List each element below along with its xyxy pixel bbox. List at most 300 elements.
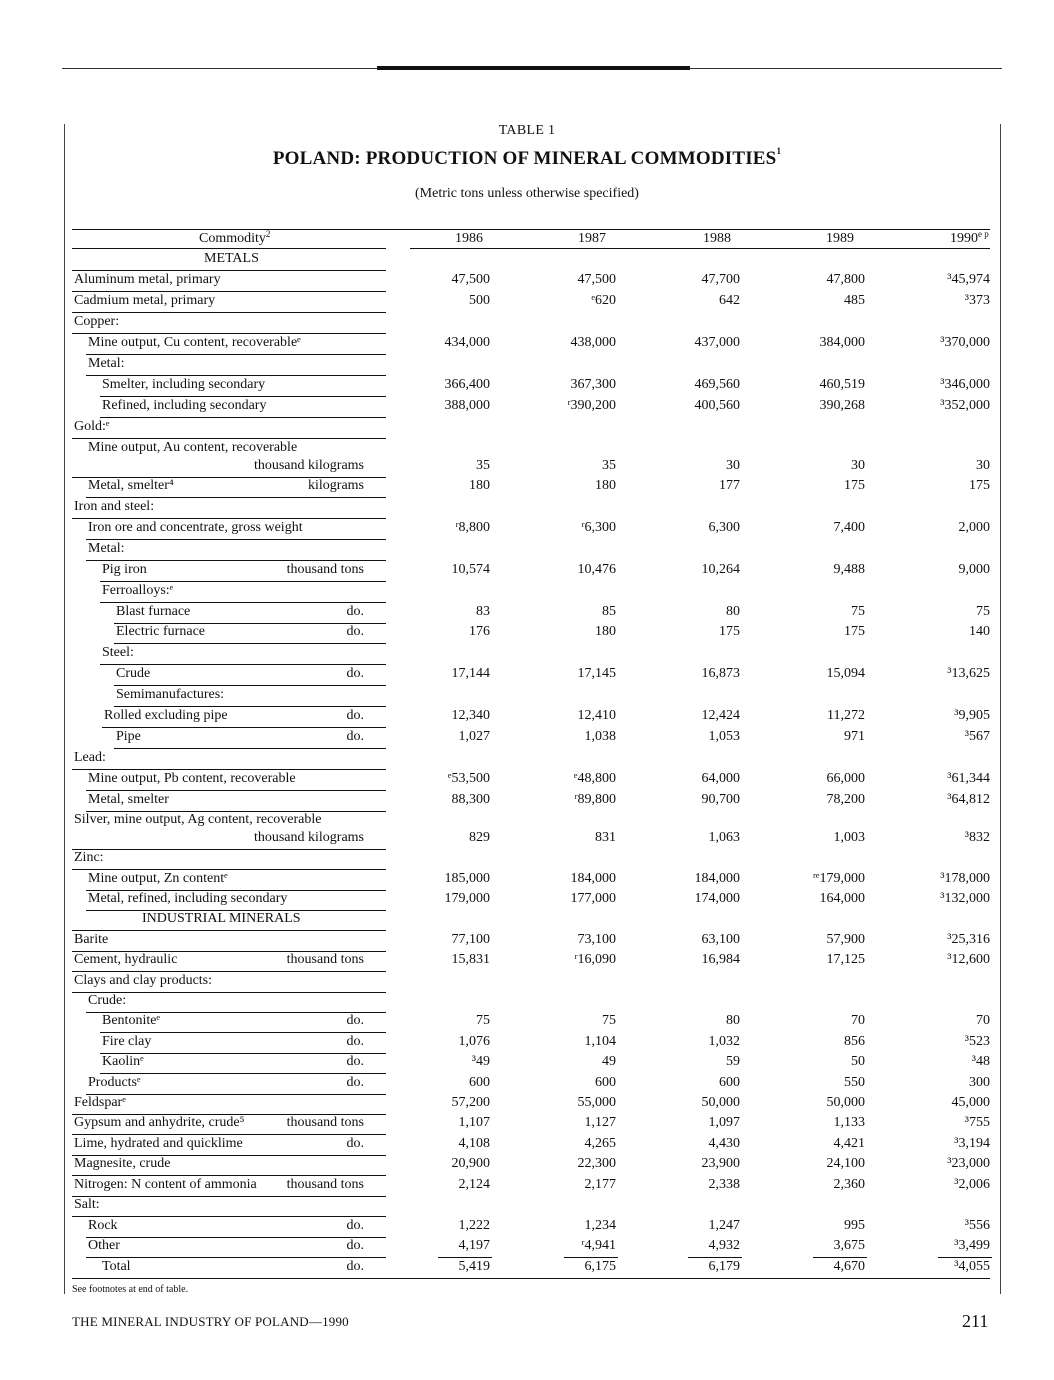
cell-1990: ³523 [964,1034,990,1049]
cell-1989: 384,000 [819,335,865,350]
cell-1990: ³3,499 [954,1238,990,1253]
table-row [72,1156,992,1176]
row-label: Feldsparᵉ [74,1095,126,1110]
table-row [72,1218,992,1238]
table-row [72,356,992,376]
table-row [72,1054,992,1074]
row-label: Semimanufactures: [116,687,225,702]
row-label: Metal, smelter⁴ [88,478,174,493]
cell-1986: 176 [469,624,490,639]
cell-1988: 177 [719,478,740,493]
row-label: Silver, mine output, Ag content, recoverable [74,812,322,827]
table-row [72,729,992,749]
row-unit: thousand kilograms [253,458,364,473]
table-row [72,293,992,313]
cell-1990: 140 [969,624,990,639]
cell-1989: 995 [844,1218,865,1233]
right-margin-rule [1000,124,1001,1294]
row-label: Mine output, Zn contentᵉ [88,871,228,886]
header-year-1987: 1987 [578,231,606,246]
cell-1990: ³3,194 [954,1136,990,1151]
cell-1986: ᵉ53,500 [447,771,490,786]
cell-1989: 856 [844,1034,865,1049]
row-label: Ferroalloys:ᵉ [102,583,174,598]
row-rule [72,438,386,439]
cell-1989: 1,133 [833,1115,865,1130]
section-heading [72,911,992,931]
table-label: TABLE 1 [498,123,556,138]
cell-1987: 180 [595,478,616,493]
cell-1988: 80 [726,604,740,619]
footnote-reference: See footnotes at end of table. [72,1284,189,1295]
row-rule [100,1032,386,1033]
row-label: Other [88,1238,120,1253]
row-label: Iron and steel: [74,499,155,514]
row-label: Cadmium metal, primary [74,293,216,308]
cell-1988: 59 [726,1054,740,1069]
table-row [72,1013,992,1033]
table-row [72,1259,992,1279]
cell-1986: 500 [469,293,490,308]
cell-1988: 16,873 [701,666,740,681]
cell-1990: ³4,055 [954,1259,990,1274]
cell-1988: 1,063 [708,830,740,845]
table-row [72,1238,992,1258]
cell-1986: 179,000 [444,891,490,906]
cell-1989: 75 [851,604,865,619]
row-rule [72,769,386,770]
cell-1990: ³25,316 [947,932,990,947]
cell-1986: ³49 [471,1054,490,1069]
cell-1987: 177,000 [570,891,616,906]
row-rule [114,748,386,749]
row-label: Rock [88,1218,118,1233]
table-row [72,973,992,993]
cell-1986: 12,340 [451,708,490,723]
row-unit: thousand kilograms [253,830,364,845]
table-row [72,952,992,972]
table-row [72,993,992,1013]
row-unit: do. [346,1013,364,1028]
row-label: Metal: [88,356,125,371]
header-commodity-text: Commodity [199,231,266,246]
row-label: Metal: [88,541,125,556]
row-label: Lead: [74,750,106,765]
cell-1987: 85 [602,604,616,619]
cell-1988: 47,700 [701,272,740,287]
table-row [72,1095,992,1115]
row-label: Electric furnace [116,624,205,639]
cell-1989: 3,675 [833,1238,865,1253]
cell-1987: 35 [602,458,616,473]
cell-1986: 388,000 [444,398,490,413]
cell-1986: 366,400 [444,377,490,392]
cell-1989: 24,100 [826,1156,865,1171]
cell-1987: 438,000 [570,335,616,350]
table-title [0,148,1054,170]
table-row [72,314,992,334]
cell-1989: 971 [844,729,865,744]
cell-1989: 50,000 [826,1095,865,1110]
cell-1988: 90,700 [701,792,740,807]
row-label: Crude [116,666,151,681]
table-row [72,624,992,644]
row-rule [86,790,386,791]
row-label: Copper: [74,314,120,329]
sum-rule [688,1257,742,1258]
cell-1990: ³23,000 [947,1156,990,1171]
row-rule [114,706,386,707]
top-rule-bar [377,66,690,70]
table-row [72,708,992,728]
cell-1988: 400,560 [694,398,740,413]
row-label: Crude: [88,993,127,1008]
cell-1988: 4,430 [708,1136,740,1151]
table-row [72,645,992,665]
row-rule [100,396,386,397]
cell-1989: 4,421 [833,1136,865,1151]
cell-1987: 367,300 [570,377,616,392]
cell-1990: ³13,625 [947,666,990,681]
cell-1989: 57,900 [826,932,865,947]
row-label: Salt: [74,1197,100,1212]
cell-1986: 47,500 [451,272,490,287]
row-rule [72,1175,386,1176]
cell-1990: 30 [976,458,990,473]
cell-1990: 2,000 [958,520,990,535]
cell-1988: 1,097 [708,1115,740,1130]
cell-1986: 17,144 [451,666,490,681]
cell-1987: 47,500 [577,272,616,287]
cell-1986: 1,076 [458,1034,490,1049]
header-year-1990-text: 1990 [950,231,978,246]
table-row [72,932,992,952]
row-label: Rolled excluding pipe [104,708,228,723]
cell-1986: 1,027 [458,729,490,744]
row-label: Pig iron [102,562,147,577]
row-unit: thousand tons [286,1115,364,1130]
cell-1986: 1,107 [458,1115,490,1130]
table-row [72,830,992,850]
row-label: Barite [74,932,109,947]
cell-1987: 180 [595,624,616,639]
cell-1989: 7,400 [833,520,865,535]
cell-1989: 15,094 [826,666,865,681]
row-label: Cement, hydraulic [74,952,178,967]
cell-1988: 437,000 [694,335,740,350]
row-label: Pipe [116,729,141,744]
table-row [72,458,992,478]
cell-1986: 15,831 [451,952,490,967]
cell-1989: 30 [851,458,865,473]
row-label: Metal, refined, including secondary [88,891,288,906]
table-row [72,871,992,891]
cell-1990: 75 [976,604,990,619]
table-bottom-rule [72,1278,990,1279]
cell-1987: ʳ6,300 [581,520,616,535]
cell-1986: ʳ8,800 [455,520,490,535]
row-rule [86,1257,386,1258]
row-rule [72,518,386,519]
row-unit: do. [346,624,364,639]
row-unit: do. [346,708,364,723]
cell-1990: ³370,000 [940,335,990,350]
cell-1988: 80 [726,1013,740,1028]
cell-1990: 45,000 [951,1095,990,1110]
table-row [72,499,992,519]
table-row [72,478,992,498]
cell-1987: 1,127 [584,1115,616,1130]
row-label: Clays and clay products: [74,973,213,988]
table-row [72,1197,992,1217]
sum-rule [438,1257,492,1258]
sum-rule [813,1257,867,1258]
left-margin-rule [64,124,65,1294]
table-row [72,440,992,460]
row-label: Aluminum metal, primary [74,272,221,287]
row-rule [114,685,386,686]
cell-1987: 55,000 [577,1095,616,1110]
cell-1989: 175 [844,478,865,493]
row-unit: thousand tons [286,1177,364,1192]
cell-1986: 185,000 [444,871,490,886]
cell-1987: 12,410 [577,708,616,723]
row-unit: do. [346,666,364,681]
row-unit: do. [346,729,364,744]
table-row [72,583,992,603]
cell-1986: 5,419 [458,1259,490,1274]
cell-1989: 70 [851,1013,865,1028]
cell-1987: 1,234 [584,1218,616,1233]
row-unit: do. [346,604,364,619]
cell-1988: 16,984 [701,952,740,967]
header-commodity [199,231,270,247]
cell-1988: 184,000 [694,871,740,886]
table-row [72,562,992,582]
header-top-rule [72,229,990,230]
row-rule [72,333,386,334]
cell-1986: 75 [476,1013,490,1028]
cell-1986: 35 [476,458,490,473]
row-label: Mine output, Cu content, recoverableᵉ [88,335,301,350]
cell-1986: 829 [469,830,490,845]
row-rule [72,971,386,972]
table-row [72,1177,992,1197]
row-rule [86,497,386,498]
cell-1986: 1,222 [458,1218,490,1233]
cell-1987: 49 [602,1054,616,1069]
cell-1990: ³2,006 [954,1177,990,1192]
cell-1986: 10,574 [451,562,490,577]
cell-1986: 600 [469,1075,490,1090]
cell-1990: ³64,812 [947,792,990,807]
cell-1989: 1,003 [833,830,865,845]
row-label: Nitrogen: N content of ammonia [74,1177,257,1192]
cell-1990: 70 [976,1013,990,1028]
cell-1989: 4,670 [833,1259,865,1274]
row-label: Kaolinᵉ [102,1054,144,1069]
cell-1988: 1,053 [708,729,740,744]
section-heading [72,251,992,271]
cell-1989: 550 [844,1075,865,1090]
row-unit: do. [346,1054,364,1069]
table-row [72,792,992,812]
row-rule [86,375,386,376]
cell-1990: 300 [969,1075,990,1090]
table-title-footnote: 1 [776,146,782,156]
page-number: 211 [962,1311,989,1331]
cell-1989: ʳᵉ179,000 [812,871,865,886]
row-unit: do. [346,1034,364,1049]
row-rule [72,930,386,931]
row-rule [100,602,386,603]
table-row [72,666,992,686]
cell-1987: 73,100 [577,932,616,947]
cell-1988: 4,932 [708,1238,740,1253]
cell-1990: ³12,600 [947,952,990,967]
row-rule [114,643,386,644]
table-row [72,377,992,397]
cell-1986: 57,200 [451,1095,490,1110]
cell-1987: 831 [595,830,616,845]
table-row [72,891,992,911]
cell-1988: 64,000 [701,771,740,786]
row-label: Mine output, Au content, recoverable [88,440,298,455]
cell-1989: 164,000 [819,891,865,906]
cell-1987: 184,000 [570,871,616,886]
cell-1988: 1,247 [708,1218,740,1233]
table-row [72,520,992,540]
cell-1989: 50 [851,1054,865,1069]
cell-1987: 22,300 [577,1156,616,1171]
row-label: Total [102,1259,131,1274]
row-label: Zinc: [74,850,104,865]
table-row [72,771,992,791]
cell-1987: 2,177 [584,1177,616,1192]
cell-1988: 2,338 [708,1177,740,1192]
cell-1990: ³48 [971,1054,990,1069]
row-unit: do. [346,1136,364,1151]
running-footer: THE MINERAL INDUSTRY OF POLAND—1990 [72,1314,349,1329]
cell-1990: 175 [969,478,990,493]
cell-1987: ʳ89,800 [574,792,616,807]
cell-1988: 23,900 [701,1156,740,1171]
cell-1987: ʳ4,941 [581,1238,616,1253]
cell-1989: 17,125 [826,952,865,967]
row-rule [100,417,386,418]
table-title-text: POLAND: PRODUCTION OF MINERAL COMMODITIES [272,148,777,169]
table-row [72,398,992,418]
row-unit: kilograms [308,478,364,493]
header-commodity-footnote: 2 [265,229,271,239]
row-label: Blast furnace [116,604,191,619]
table-row [72,750,992,770]
cell-1990: ³373 [964,293,990,308]
cell-1986: 83 [476,604,490,619]
cell-1987: 1,038 [584,729,616,744]
row-label: METALS [204,251,259,266]
sum-rule [938,1257,992,1258]
table-row [72,272,992,292]
cell-1986: 180 [469,478,490,493]
cell-1987: 4,265 [584,1136,616,1151]
row-label: Lime, hydrated and quicklime [74,1136,243,1151]
cell-1990: ³178,000 [940,871,990,886]
cell-1988: 10,264 [701,562,740,577]
cell-1987: 75 [602,1013,616,1028]
cell-1987: 1,104 [584,1034,616,1049]
row-unit: do. [346,1218,364,1233]
cell-1987: 6,175 [584,1259,616,1274]
cell-1990: ³9,905 [954,708,990,723]
table-row [72,1075,992,1095]
row-rule [72,312,386,313]
cell-1987: ᵉ620 [591,293,616,308]
row-rule [100,1073,386,1074]
table-row [72,604,992,624]
row-label: Gypsum and anhydrite, crude⁵ [74,1115,245,1130]
row-rule [72,1134,386,1135]
cell-1988: 469,560 [694,377,740,392]
table-row [72,541,992,561]
cell-1990: ³567 [964,729,990,744]
table-row [72,812,992,832]
cell-1989: 9,488 [833,562,865,577]
cell-1987: 17,145 [577,666,616,681]
row-rule [72,1216,386,1217]
cell-1988: 600 [719,1075,740,1090]
cell-1988: 6,300 [708,520,740,535]
sum-rule [564,1257,618,1258]
row-unit: do. [346,1238,364,1253]
cell-1989: 2,360 [833,1177,865,1192]
table-row [72,850,992,870]
row-rule [72,869,386,870]
cell-1990: 9,000 [958,562,990,577]
header-year-1990-footnote: e p [978,229,989,239]
cell-1988: 50,000 [701,1095,740,1110]
cell-1987: 10,476 [577,562,616,577]
row-label: Productsᵉ [88,1075,141,1090]
cell-1988: 6,179 [708,1259,740,1274]
table-row [72,419,992,439]
cell-1988: 12,424 [701,708,740,723]
row-label: Bentoniteᵉ [102,1013,161,1028]
row-label: Steel: [102,645,134,660]
cell-1990: ³61,344 [947,771,990,786]
cell-1988: 175 [719,624,740,639]
row-label: Gold:ᵉ [74,419,110,434]
header-year-1986: 1986 [455,231,483,246]
cell-1986: 77,100 [451,932,490,947]
row-label: INDUSTRIAL MINERALS [142,911,301,926]
header-year-1990 [950,231,989,247]
row-label: Fire clay [102,1034,152,1049]
cell-1987: ᵉ48,800 [573,771,616,786]
header-year-1989: 1989 [826,231,854,246]
row-label: Magnesite, crude [74,1156,171,1171]
header-year-1988: 1988 [703,231,731,246]
cell-1986: 4,197 [458,1238,490,1253]
cell-1990: ³346,000 [940,377,990,392]
row-unit: do. [346,1075,364,1090]
cell-1989: 78,200 [826,792,865,807]
row-unit: thousand tons [286,562,364,577]
cell-1989: 460,519 [819,377,865,392]
cell-1989: 175 [844,624,865,639]
cell-1987: ʳ16,090 [574,952,616,967]
row-rule [72,291,386,292]
